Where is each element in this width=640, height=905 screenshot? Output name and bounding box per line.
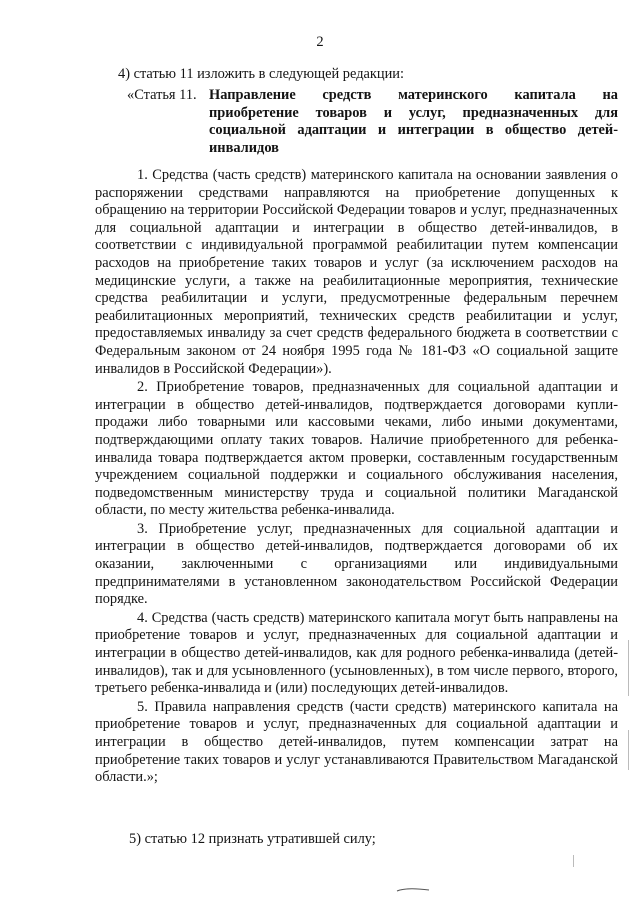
- article-prefix: «Статья 11.: [127, 87, 197, 103]
- scribble-mark: [396, 887, 430, 893]
- article-title: Направление средств материнского капитала на приобретение товаров и услуг, предназначенных для социальной адаптации и интеграции в общество детей-инвалидов: [209, 87, 618, 156]
- paragraph-5: 5. Правила направления средств (части средств) материнского капитала на приобретение товаров и услуг, предназначенных для социальной адаптации и интеграции в общество детей-инвалидов, путем компенсации затрат на приобретение таких товаров и услуг устанавливаются Правительством Магаданской области.»;: [95, 698, 618, 786]
- paragraph-4: 4. Средства (часть средств) материнского капитала могут быть направлены на приобретение товаров и услуг, предназначенных для социальной адаптации и интеграции в общество детей-инвалидов, как для родного ребенка-инвалида (детей-инвалидов), так и для усыновленного (усыновленных), в том числе первого, второго, третьего ребенка-инвалида и (или) последующих детей-инвалидов.: [95, 609, 618, 697]
- paragraph-1: 1. Средства (часть средств) материнского капитала на основании заявления о распоряжении средствами направляются на приобретение допущенных к обращению на территории Российской Федерации товаров и услуг, предназначенных для социальной адаптации и интеграции в общество детей-инвалидов, в соответствии с индивидуальной программой реабилитации путем компенсации расходов на приобретение таких товаров и услуг (за исключением расходов на медицинские услуги, а также на реабилитационные мероприятия, технические средства реабилитации и услуги, предусмотренные федеральным перечнем реабилитационных мероприятий, технических средств реабилитации и услуг, предоставляемых инвалиду за счет средств федерального бюджета в соответствии с Федеральным законом от 24 ноября 1995 года № 181-ФЗ «О социальной защите инвалидов в Российской Федерации»).: [95, 167, 618, 377]
- paragraph-2: 2. Приобретение товаров, предназначенных для социальной адаптации и интеграции в общество детей-инвалидов, подтверждается договорами купли-продажи либо товарными или кассовыми чеками, либо иными документами, подтверждающими оплату таких товаров. Наличие приобретенного для ребенка-инвалида товара подтверждается актом проверки, составленным государственным учреждением социальной поддержки и социального обслуживания населения, подведомственным министерству труда и социальной политики Магаданской области, по месту жительства ребенка-инвалида.: [95, 379, 618, 519]
- paragraph-3: 3. Приобретение услуг, предназначенных для социальной адаптации и интеграции в общество детей-инвалидов, подтверждается договорами об их оказании, заключенными с организациями или индивидуальными предпринимателями в установленном законодательством Российской Федерации порядке.: [95, 520, 618, 608]
- scan-artifact-line: [628, 640, 629, 696]
- scan-artifact-line: [628, 730, 629, 770]
- item-4-intro: 4) статью 11 изложить в следующей редакции:: [118, 66, 404, 82]
- article-heading: [127, 87, 618, 157]
- item-5: 5) статью 12 признать утратившей силу;: [129, 831, 376, 847]
- article-body: [95, 167, 618, 788]
- scan-artifact-line: [573, 855, 574, 867]
- page-number: 2: [316, 34, 324, 50]
